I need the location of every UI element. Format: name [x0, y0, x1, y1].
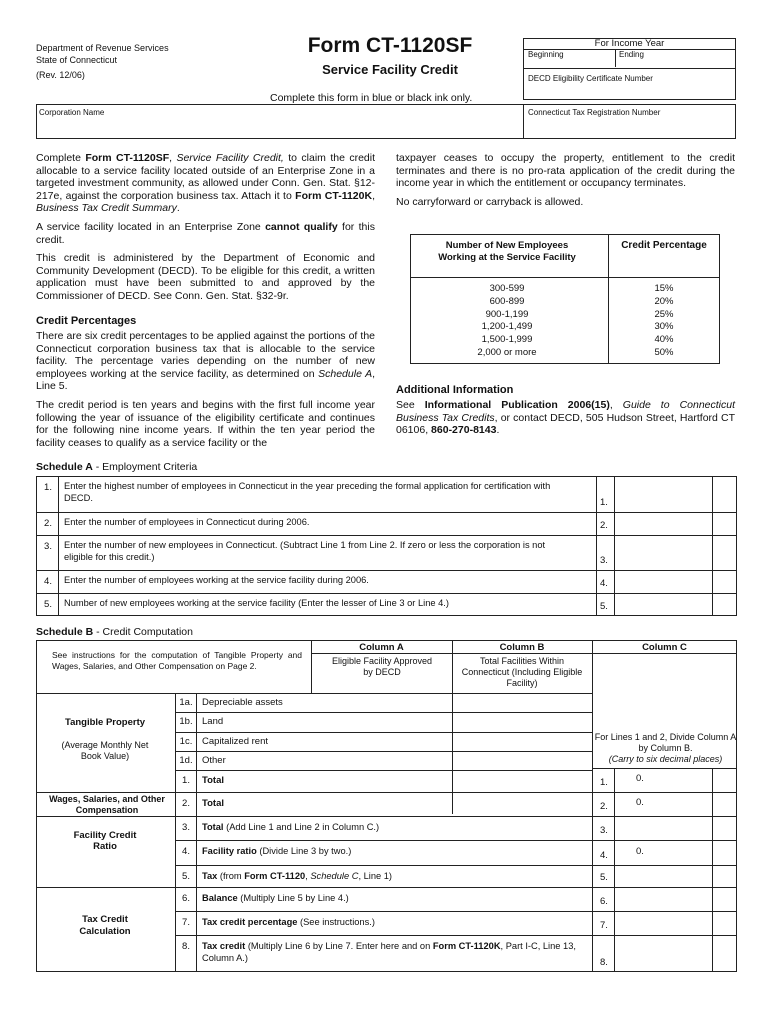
- schedule-b-line-num: 2.: [182, 798, 190, 809]
- pct-table-range: 2,000 or more: [477, 347, 537, 358]
- schedule-a-line-ref: 1.: [600, 497, 608, 508]
- schedule-b-line-7-col-c-input[interactable]: [648, 914, 708, 931]
- tax-credit-calc-label: Tax Credit Calculation: [79, 914, 131, 937]
- schedule-b-line-1a-col-a-input[interactable]: [314, 696, 448, 709]
- schedule-b-line-ref: 2.: [600, 801, 608, 812]
- schedule-a-line-3-input[interactable]: [616, 538, 710, 566]
- schedule-b-line-value: 0.: [636, 773, 644, 784]
- schedule-a-line-2-input[interactable]: [616, 515, 710, 531]
- schedule-b-line-ref: 7.: [600, 920, 608, 931]
- schedule-b-line-num: 3.: [182, 822, 190, 833]
- pct-table-range: 900-1,199: [485, 308, 529, 320]
- pct-table-pct: 20%: [654, 295, 674, 307]
- schedule-b-subline-text: Depreciable assets: [202, 697, 283, 708]
- schedule-b-line-1d-col-a-input[interactable]: [314, 754, 448, 767]
- schedule-b-subline-num: 1c.: [179, 736, 193, 747]
- col-b-title: Column B: [499, 642, 545, 653]
- schedule-b-subline-num: 1b.: [179, 716, 193, 727]
- schedule-a-line-ref: 2.: [600, 520, 608, 531]
- corp-name-label: Corporation Name: [39, 108, 105, 117]
- col-a-desc: Eligible Facility Approved by DECD: [331, 656, 433, 677]
- schedule-a-line-ref: 5.: [600, 601, 608, 612]
- schedule-b-line-4-col-c-input[interactable]: [648, 843, 708, 861]
- schedule-b-line-text: Facility ratio (Divide Line 3 by two.): [202, 846, 352, 856]
- schedule-a-line-num: 2.: [44, 518, 52, 529]
- schedule-b-subline-text: Capitalized rent: [202, 736, 269, 747]
- schedule-b-line-2-col-b-input[interactable]: [455, 796, 588, 812]
- intro-para-4: There are six credit percentages to be applied against the portions of the Connecticut corporation business tax that is allocable to the service facility. The percentage varies depending on the number of new employees working at the service facility, as determined on Schedule A, Line 5.: [36, 330, 375, 392]
- schedule-b-line-num: 1.: [182, 775, 190, 786]
- schedule-a-line-num: 4.: [44, 576, 52, 587]
- schedule-b-line-num: 4.: [182, 846, 190, 857]
- schedule-b-subline-text: Other: [202, 755, 226, 766]
- schedule-a-line-text: Enter the number of employees working at the service facility during 2006.: [64, 575, 369, 585]
- col-b-desc: Total Facilities Within Connecticut (Including Eligible Facility): [461, 656, 583, 688]
- schedule-a-line-text: Number of new employees working at the service facility (Enter the lesser of Line 3 or Line 4.): [64, 598, 449, 608]
- schedule-b-line-text: Tax credit percentage (See instructions.): [202, 917, 375, 927]
- schedule-b-line-2-col-c-input[interactable]: [648, 795, 708, 812]
- schedule-b-line-ref: 8.: [600, 957, 608, 968]
- schedule-b-line-6-col-c-input[interactable]: [648, 890, 708, 907]
- schedule-b-line-num: 5.: [182, 871, 190, 882]
- schedule-a-line-4-input[interactable]: [616, 573, 710, 589]
- beginning-label: Beginning: [528, 50, 564, 59]
- intro-para-6: taxpayer ceases to occupy the property, entitlement to the credit terminates and there is no pro-rata application of the credit during the income year in which the entitlement or occupancy terminates.: [396, 152, 735, 189]
- pct-table-range: 1,500-1,999: [481, 334, 533, 346]
- pct-table-pct: 50%: [654, 347, 674, 358]
- schedule-b-subline-num: 1a.: [179, 697, 193, 708]
- schedule-b-instructions: See instructions for the computation of Tangible Property and Wages, Salaries, and Other Compensation on Page 2.: [52, 650, 302, 671]
- schedule-b-line-num: 8.: [182, 941, 190, 952]
- tangible-property-sublabel: (Average Monthly Net Book Value): [61, 740, 149, 761]
- schedule-b-line-1b-col-b-input[interactable]: [455, 715, 588, 728]
- pct-table-col2-header: Credit Percentage: [621, 240, 707, 251]
- schedule-a-line-num: 5.: [44, 599, 52, 610]
- schedule-a-line-text: Enter the number of new employees in Connecticut. (Subtract Line 1 from Line 2. If zero or less the corporation is not eligible for this credit.): [64, 540, 546, 562]
- pct-table-range: 600-899: [489, 295, 525, 307]
- col-c-title: Column C: [642, 642, 687, 653]
- schedule-b-line-5-col-c-input[interactable]: [648, 868, 708, 883]
- beginning-date-input[interactable]: [528, 59, 612, 68]
- schedule-b-line-text: Total: [202, 775, 224, 786]
- schedule-b-line-8-col-c-input[interactable]: [648, 938, 708, 968]
- intro-para-5: The credit period is ten years and begins with the first full income year following the year of issuance of the eligibility certificate and continues for the following nine income years. If within the ten year period the facility ceases to qualify as a service facility or the: [36, 399, 375, 449]
- schedule-a-line-1-input[interactable]: [616, 479, 710, 508]
- intro-para-3: This credit is administered by the Department of Economic and Community Development (DECD). To be eligible for this credit, a written application must have been submitted to and approved by the Commissioner of DECD. See Conn. Gen. Stat. §32-9r.: [36, 252, 375, 302]
- wages-label: Wages, Salaries, and Other Compensation: [49, 794, 165, 815]
- schedule-b-line-text: Total (Add Line 1 and Line 2 in Column C.): [202, 822, 380, 832]
- schedule-b-subline-num: 1d.: [179, 755, 193, 766]
- decd-cert-input[interactable]: [528, 86, 728, 97]
- schedule-a-line-text: Enter the highest number of employees in Connecticut in the year preceding the formal application for certification with DECD.: [64, 481, 551, 503]
- addl-info-para: See Informational Publication 2006(15), Guide to Connecticut Business Tax Credits, or contact DECD, 505 Hudson Street, Hartford CT 06106, 860-270-8143.: [396, 399, 736, 436]
- schedule-b-title: Schedule B - Credit Computation: [36, 626, 193, 638]
- form-title: Form CT-1120SF: [307, 34, 473, 57]
- pct-table-pct: 30%: [654, 321, 674, 333]
- schedule-b-line-1d-col-b-input[interactable]: [455, 754, 588, 767]
- intro-para-2: A service facility located in an Enterprise Zone cannot qualify for this credit.: [36, 221, 375, 246]
- tangible-property-label: Tangible Property: [64, 717, 146, 728]
- form-subtitle: Service Facility Credit: [322, 62, 458, 77]
- schedule-a-line-text: Enter the number of employees in Connecticut during 2006.: [64, 517, 310, 527]
- credit-pct-heading: Credit Percentages: [36, 315, 137, 327]
- pct-table-col1-header: Number of New Employees Working at the Service Facility: [438, 240, 576, 263]
- income-year-label: For Income Year: [594, 38, 665, 49]
- schedule-a-line-num: 1.: [44, 482, 52, 493]
- pct-table-range: 300-599: [489, 283, 525, 294]
- schedule-b-subline-text: Land: [202, 716, 224, 727]
- corp-name-input[interactable]: [40, 121, 518, 135]
- col-c-note: For Lines 1 and 2, Divide Column A by Column B. (Carry to six decimal places): [594, 732, 737, 764]
- pct-table-pct: 25%: [654, 308, 674, 320]
- schedule-b-line-3-col-c-input[interactable]: [648, 819, 708, 836]
- schedule-a-title: Schedule A - Employment Criteria: [36, 461, 198, 473]
- ending-date-input[interactable]: [619, 59, 731, 68]
- schedule-b-line-ref: 4.: [600, 850, 608, 861]
- decd-cert-label: DECD Eligibility Certificate Number: [528, 74, 653, 83]
- state-name: State of Connecticut: [36, 55, 118, 65]
- ink-note: Complete this form in blue or black ink only.: [270, 92, 473, 104]
- schedule-b-line-value: 0.: [636, 797, 644, 808]
- schedule-b-line-1c-col-b-input[interactable]: [455, 735, 588, 748]
- schedule-b-line-num: 7.: [182, 917, 190, 928]
- dept-name: Department of Revenue Services: [36, 43, 169, 53]
- pct-table-pct: 40%: [654, 334, 674, 346]
- schedule-a-line-num: 3.: [44, 541, 52, 552]
- revision: (Rev. 12/06): [36, 70, 85, 80]
- schedule-b-line-1-col-a-input[interactable]: [314, 773, 448, 788]
- schedule-b-line-2-col-a-input[interactable]: [314, 796, 448, 812]
- schedule-b-line-1a-col-b-input[interactable]: [455, 696, 588, 709]
- facility-credit-ratio-label: Facility Credit Ratio: [73, 830, 137, 852]
- intro-para-7: No carryforward or carryback is allowed.: [396, 196, 584, 208]
- schedule-b-line-value: 0.: [636, 846, 644, 857]
- schedule-b-line-1b-col-a-input[interactable]: [314, 715, 448, 728]
- ending-label: Ending: [619, 50, 644, 59]
- pct-table-pct: 15%: [654, 283, 674, 294]
- schedule-a-line-ref: 4.: [600, 578, 608, 589]
- schedule-b-line-1-col-b-input[interactable]: [455, 773, 588, 788]
- ct-tax-reg-input[interactable]: [528, 121, 731, 135]
- ct-tax-reg-label: Connecticut Tax Registration Number: [528, 108, 661, 117]
- intro-para-1: Complete Form CT-1120SF, Service Facility Credit, to claim the credit allocable to a service facility located outside of an Enterprise Zone in a targeted investment community, as allowed under Conn. Gen. Stat. §12-217e, against the corporation business tax. Attach it to Form CT-1120K, Business Tax Credit Summary.: [36, 152, 375, 214]
- schedule-b-line-text: Total: [202, 798, 224, 809]
- schedule-b-line-1c-col-a-input[interactable]: [314, 735, 448, 748]
- pct-table-range: 1,200-1,499: [481, 321, 533, 333]
- schedule-b-line-ref: 5.: [600, 872, 608, 883]
- schedule-a-line-ref: 3.: [600, 555, 608, 566]
- schedule-b-line-text: Tax (from Form CT-1120, Schedule C, Line 1): [202, 871, 393, 881]
- schedule-b-line-ref: 3.: [600, 825, 608, 836]
- schedule-b-line-num: 6.: [182, 893, 190, 904]
- col-a-title: Column A: [359, 642, 404, 653]
- schedule-b-line-text: Balance (Multiply Line 5 by Line 4.): [202, 893, 349, 903]
- schedule-b-line-ref: 6.: [600, 896, 608, 907]
- schedule-b-line-text: Tax credit (Multiply Line 6 by Line 7. Enter here and on Form CT-1120K, Part I-C, Line 13, Column A.): [202, 941, 576, 963]
- schedule-b-line-1-col-c-input[interactable]: [648, 773, 708, 788]
- schedule-b-line-ref: 1.: [600, 777, 608, 788]
- schedule-a-line-5-input[interactable]: [616, 596, 710, 612]
- addl-info-heading: Additional Information: [396, 384, 514, 396]
